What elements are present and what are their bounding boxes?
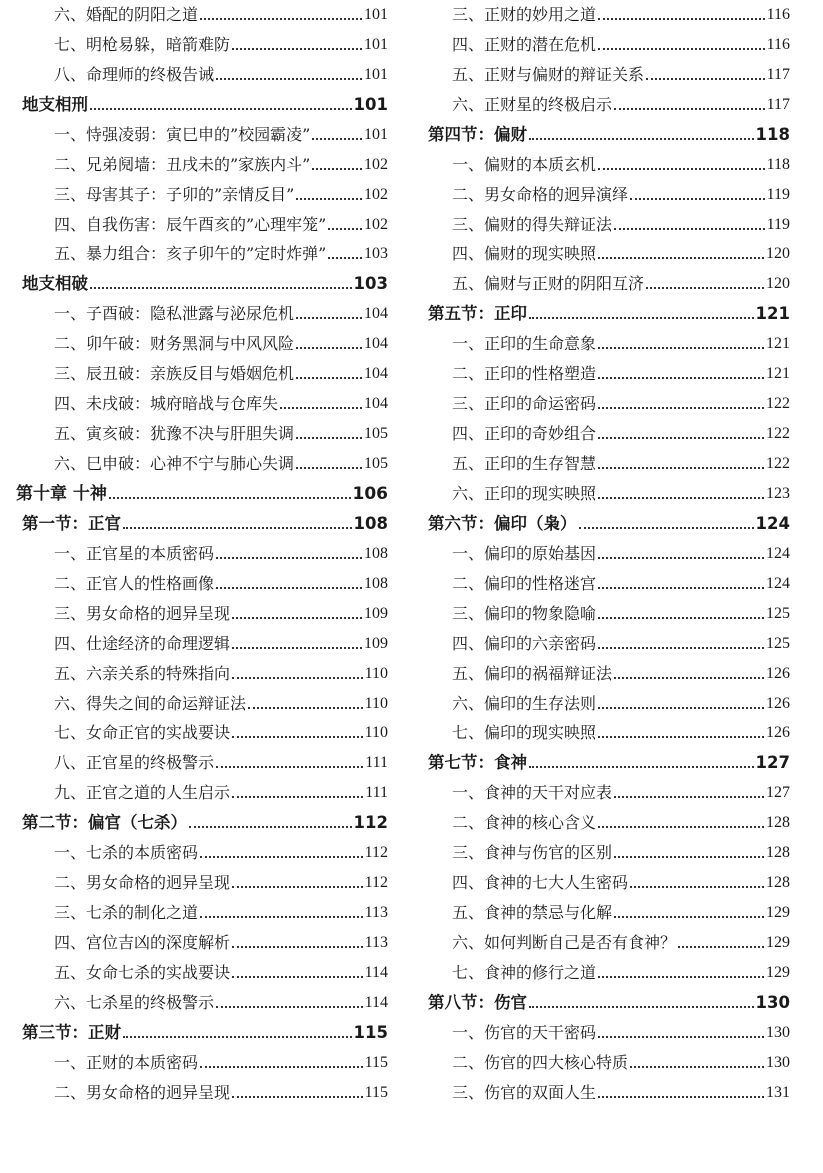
toc-entry-title: 三、辰丑破：亲族反目与婚姻危机 (54, 364, 295, 384)
toc-entry-title: 三、偏印的物象隐喻 (452, 603, 597, 623)
toc-entry-title: 三、伤官的双面人生 (452, 1082, 597, 1102)
toc-item-entry[interactable] (16, 928, 388, 958)
toc-entry-page-number: 113 (364, 934, 388, 951)
toc-item-entry[interactable] (424, 719, 790, 749)
dot-leader (598, 557, 764, 559)
dot-leader (232, 647, 362, 649)
dot-leader (328, 228, 362, 230)
dot-leader (598, 1096, 764, 1098)
toc-item-entry[interactable] (424, 659, 790, 689)
dot-leader (598, 497, 764, 499)
toc-entry-title: 地支相刑 (22, 94, 88, 114)
dot-leader (248, 707, 363, 709)
toc-entry-page-number: 101 (364, 5, 388, 23)
dot-leader (200, 856, 363, 858)
toc-entry-title: 八、命理师的终极告诫 (54, 64, 215, 84)
toc-entry-page-number: 116 (766, 5, 790, 23)
dot-leader (529, 1006, 754, 1008)
toc-entry-title: 六、七杀星的终极警示 (54, 992, 215, 1012)
toc-entry-title: 六、得失之间的命运辩证法 (54, 693, 247, 713)
toc-entry-title: 二、男女命格的迥异呈现 (54, 873, 231, 893)
toc-entry-page-number: 109 (364, 604, 388, 622)
toc-entry-title: 第三节：正财 (22, 1022, 121, 1042)
toc-item-entry[interactable] (16, 719, 388, 749)
dot-leader (598, 587, 764, 589)
toc-entry-title: 二、伤官的四大核心特质 (452, 1052, 629, 1072)
toc-entry-title: 一、子酉破：隐私泄露与泌尿危机 (54, 304, 295, 324)
toc-item-entry[interactable] (424, 419, 790, 449)
toc-entry-page-number: 122 (766, 395, 790, 413)
toc-entry-page-number: 102 (364, 215, 388, 233)
toc-item-entry[interactable] (424, 599, 790, 629)
toc-item-entry[interactable] (16, 359, 388, 389)
toc-item-entry[interactable] (424, 269, 790, 299)
dot-leader (200, 916, 363, 918)
dot-leader (216, 587, 362, 589)
toc-entry-title: 第六节：偏印（枭） (428, 513, 577, 533)
toc-entry-page-number: 113 (364, 904, 388, 922)
toc-item-entry[interactable] (424, 629, 790, 659)
dot-leader (598, 437, 764, 439)
toc-item-entry[interactable] (16, 240, 388, 270)
toc-entry-title: 三、偏财的得失辩证法 (452, 214, 613, 234)
toc-entry-title: 六、偏印的生存法则 (452, 693, 597, 713)
toc-entry-page-number: 112 (364, 844, 388, 862)
dot-leader (296, 437, 362, 439)
dot-leader (646, 287, 764, 289)
toc-entry-title: 一、伤官的天干密码 (452, 1022, 597, 1042)
toc-entry-title: 六、婚配的阴阳之道 (54, 4, 199, 24)
toc-entry-title: 四、宫位吉凶的深度解析 (54, 933, 231, 952)
toc-entry-title: 六、正财星的终极启示 (452, 94, 613, 114)
toc-entry-page-number: 115 (353, 1022, 388, 1042)
dot-leader (232, 677, 363, 679)
toc-entry-title: 地支相破 (22, 274, 88, 294)
toc-entry-title: 一、正印的生命意象 (452, 334, 597, 354)
dot-leader (598, 707, 764, 709)
toc-entry-title: 三、正财的妙用之道 (452, 4, 597, 24)
dot-leader (232, 946, 363, 948)
toc-item-entry[interactable] (16, 778, 388, 808)
dot-leader (614, 108, 765, 110)
dot-leader (630, 886, 764, 888)
toc-entry-page-number: 108 (364, 544, 388, 562)
toc-entry-title: 一、正官星的本质密码 (54, 543, 215, 563)
dot-leader (598, 168, 765, 170)
toc-entry-title: 五、女命七杀的实战要诀 (54, 962, 231, 982)
toc-item-entry[interactable] (16, 838, 388, 868)
toc-item-entry[interactable] (16, 569, 388, 599)
toc-entry-title: 二、食神的核心含义 (452, 813, 597, 833)
toc-entry-page-number: 110 (364, 664, 388, 682)
dot-leader (328, 257, 362, 259)
toc-entry-page-number: 122 (766, 425, 790, 443)
dot-leader (200, 1066, 363, 1068)
toc-entry-page-number: 104 (364, 335, 388, 353)
toc-entry-title: 第一节：正官 (22, 513, 121, 533)
toc-item-entry[interactable] (16, 299, 388, 329)
toc-item-entry[interactable] (16, 1078, 388, 1108)
dot-leader (598, 377, 764, 379)
toc-item-entry[interactable] (424, 30, 790, 60)
dot-leader (280, 407, 362, 409)
toc-item-entry[interactable] (16, 210, 388, 240)
toc-entry-page-number: 103 (353, 274, 388, 294)
toc-item-entry[interactable] (424, 1048, 790, 1078)
dot-leader (598, 617, 764, 619)
dot-leader (296, 467, 362, 469)
toc-item-entry[interactable] (424, 569, 790, 599)
toc-section-entry[interactable] (16, 1018, 388, 1048)
dot-leader (232, 796, 363, 798)
dot-leader (216, 766, 363, 768)
toc-section-entry[interactable] (424, 988, 790, 1018)
toc-entry-title: 三、男女命格的迥异呈现 (54, 603, 231, 623)
dot-leader (529, 138, 754, 140)
toc-section-entry[interactable] (424, 299, 790, 329)
dot-leader (232, 976, 363, 978)
toc-item-entry[interactable] (424, 90, 790, 120)
toc-item-entry[interactable] (424, 838, 790, 868)
toc-item-entry[interactable] (16, 599, 388, 629)
toc-entry-page-number: 124 (766, 574, 790, 592)
toc-entry-title: 三、正印的命运密码 (452, 394, 597, 414)
toc-entry-page-number: 110 (364, 694, 388, 712)
toc-entry-page-number: 121 (766, 365, 790, 383)
toc-entry-title: 第二节：偏官（七杀） (22, 813, 187, 833)
toc-item-entry[interactable] (424, 479, 790, 509)
toc-item-entry[interactable] (16, 449, 388, 479)
toc-entry-page-number: 126 (766, 694, 790, 712)
dot-leader (216, 78, 362, 80)
toc-item-entry[interactable] (16, 150, 388, 180)
toc-right-column (424, 0, 790, 1108)
toc-entry-title: 二、男女命格的迥异呈现 (54, 1082, 231, 1102)
dot-leader (598, 407, 764, 409)
toc-item-entry[interactable] (424, 210, 790, 240)
dot-leader (614, 228, 765, 230)
toc-item-entry[interactable] (16, 629, 388, 659)
dot-leader (296, 198, 362, 200)
toc-entry-page-number: 124 (766, 544, 790, 562)
toc-entry-title: 二、正官人的性格画像 (54, 573, 215, 593)
dot-leader (296, 347, 362, 349)
toc-entry-page-number: 119 (766, 215, 790, 233)
toc-entry-page-number: 128 (766, 844, 790, 862)
dot-leader (200, 18, 362, 20)
toc-entry-page-number: 101 (364, 125, 388, 143)
toc-item-entry[interactable] (16, 659, 388, 689)
toc-item-entry[interactable] (424, 359, 790, 389)
toc-entry-page-number: 102 (364, 185, 388, 203)
toc-entry-title: 五、偏财与正财的阴阳互济 (452, 274, 645, 294)
toc-entry-title: 六、如何判断自己是否有食神？ (452, 933, 677, 952)
toc-item-entry[interactable] (424, 180, 790, 210)
toc-entry-title: 第七节：食神 (428, 753, 527, 773)
toc-entry-title: 一、正财的本质密码 (54, 1052, 199, 1072)
toc-entry-title: 四、偏印的六亲密码 (452, 633, 597, 653)
toc-entry-page-number: 118 (755, 124, 790, 144)
toc-entry-page-number: 123 (766, 484, 790, 502)
toc-entry-page-number: 125 (766, 634, 790, 652)
toc-item-entry[interactable] (16, 868, 388, 898)
toc-item-entry[interactable] (16, 329, 388, 359)
toc-entry-page-number: 111 (365, 754, 388, 772)
toc-entry-page-number: 121 (755, 304, 790, 324)
dot-leader (598, 1036, 764, 1038)
toc-entry-title: 三、母害其子：子卯的”亲情反目” (54, 184, 295, 204)
toc-entry-title: 四、食神的七大人生密码 (452, 873, 629, 893)
dot-leader (598, 976, 764, 978)
toc-item-entry[interactable] (424, 0, 790, 30)
toc-item-entry[interactable] (424, 389, 790, 419)
toc-entry-page-number: 122 (766, 455, 790, 472)
toc-item-entry[interactable] (424, 898, 790, 928)
toc-entry-title: 八、正官星的终极警示 (54, 753, 215, 773)
toc-entry-page-number: 101 (364, 65, 388, 83)
toc-entry-page-number: 117 (766, 65, 790, 83)
toc-entry-page-number: 105 (364, 455, 388, 472)
dot-leader (614, 916, 764, 918)
toc-entry-title: 一、偏印的原始基因 (452, 543, 597, 563)
toc-item-entry[interactable] (424, 689, 790, 719)
toc-item-entry[interactable] (424, 449, 790, 479)
toc-entry-title: 五、寅亥破：犹豫不决与肝胆失调 (54, 424, 295, 444)
toc-entry-title: 四、自我伤害：辰午酉亥的”心理牢笼” (54, 214, 327, 234)
toc-entry-title: 五、偏印的祸福辩证法 (452, 663, 613, 683)
dot-leader (529, 766, 754, 768)
toc-entry-title: 七、女命正官的实战要诀 (54, 723, 231, 743)
dot-leader (614, 677, 764, 679)
toc-item-entry[interactable] (424, 868, 790, 898)
toc-entry-page-number: 102 (364, 155, 388, 173)
toc-entry-title: 第五节：正印 (428, 304, 527, 324)
toc-entry-page-number: 130 (766, 1023, 790, 1041)
toc-section-entry[interactable] (424, 120, 790, 150)
toc-entry-page-number: 128 (766, 814, 790, 832)
dot-leader (123, 527, 352, 529)
dot-leader (598, 347, 764, 349)
dot-leader (296, 377, 362, 379)
toc-entry-page-number: 124 (755, 513, 790, 533)
toc-item-entry[interactable] (424, 928, 790, 958)
toc-entry-page-number: 130 (755, 992, 790, 1012)
dot-leader (598, 826, 764, 828)
dot-leader (579, 527, 754, 529)
toc-item-entry[interactable] (16, 60, 388, 90)
dot-leader (216, 557, 362, 559)
toc-section-entry[interactable] (16, 90, 388, 120)
toc-entry-title: 四、正财的潜在危机 (452, 34, 597, 54)
dot-leader (312, 138, 362, 140)
toc-entry-title: 九、正官之道的人生启示 (54, 783, 231, 803)
toc-entry-page-number: 115 (364, 1053, 388, 1071)
toc-entry-page-number: 103 (364, 245, 388, 263)
toc-item-entry[interactable] (16, 1048, 388, 1078)
toc-entry-page-number: 118 (766, 155, 790, 173)
toc-entry-title: 三、食神与伤官的区别 (452, 843, 613, 863)
toc-entry-title: 二、男女命格的迥异演绎 (452, 184, 629, 204)
toc-entry-title: 四、偏财的现实映照 (452, 244, 597, 264)
toc-entry-page-number: 128 (766, 874, 790, 892)
dot-leader (232, 1096, 363, 1098)
toc-item-entry[interactable] (424, 150, 790, 180)
toc-entry-page-number: 104 (364, 305, 388, 323)
dot-leader (614, 796, 764, 798)
toc-entry-page-number: 108 (364, 574, 388, 592)
toc-entry-page-number: 121 (766, 335, 790, 353)
dot-leader (598, 467, 764, 469)
toc-entry-page-number: 112 (353, 813, 388, 833)
toc-item-entry[interactable] (16, 180, 388, 210)
toc-item-entry[interactable] (16, 30, 388, 60)
dot-leader (296, 317, 362, 319)
toc-entry-page-number: 129 (766, 963, 790, 981)
toc-item-entry[interactable] (424, 808, 790, 838)
toc-entry-title: 三、七杀的制化之道 (54, 903, 199, 923)
toc-entry-title: 七、偏印的现实映照 (452, 723, 597, 743)
toc-section-entry[interactable] (16, 509, 388, 539)
toc-entry-page-number: 126 (766, 724, 790, 742)
dot-leader (529, 317, 754, 319)
toc-item-entry[interactable] (16, 0, 388, 30)
toc-entry-page-number: 127 (755, 753, 790, 773)
toc-entry-title: 二、正印的性格塑造 (452, 364, 597, 384)
dot-leader (312, 168, 362, 170)
toc-entry-page-number: 117 (766, 95, 790, 113)
toc-item-entry[interactable] (424, 329, 790, 359)
toc-entry-title: 四、正印的奇妙组合 (452, 424, 597, 444)
toc-entry-title: 二、卯午破：财务黑洞与中风风险 (54, 334, 295, 354)
toc-item-entry[interactable] (16, 748, 388, 778)
toc-entry-title: 五、暴力组合：亥子卯午的”定时炸弹” (54, 244, 327, 264)
toc-item-entry[interactable] (16, 958, 388, 988)
toc-entry-page-number: 106 (352, 483, 388, 504)
toc-entry-title: 第十章 十神 (16, 483, 107, 504)
dot-leader (232, 48, 362, 50)
toc-entry-title: 一、偏财的本质玄机 (452, 154, 597, 174)
toc-entry-page-number: 110 (364, 724, 388, 742)
dot-leader (678, 946, 764, 948)
toc-entry-page-number: 127 (766, 784, 790, 802)
toc-entry-page-number: 114 (364, 963, 388, 981)
toc-entry-page-number: 101 (364, 35, 388, 53)
toc-item-entry[interactable] (16, 539, 388, 569)
toc-item-entry[interactable] (16, 120, 388, 150)
toc-entry-page-number: 120 (766, 245, 790, 263)
dot-leader (598, 257, 764, 259)
toc-item-entry[interactable] (424, 958, 790, 988)
toc-entry-page-number: 119 (766, 185, 790, 203)
toc-entry-title: 四、未戌破：城府暗战与仓库失 (54, 394, 279, 414)
toc-entry-title: 五、正印的生存智慧 (452, 454, 597, 473)
dot-leader (598, 18, 765, 20)
toc-item-entry[interactable] (424, 240, 790, 270)
toc-item-entry[interactable] (16, 988, 388, 1018)
dot-leader (232, 886, 363, 888)
toc-entry-title: 六、正印的现实映照 (452, 483, 597, 503)
dot-leader (123, 1036, 352, 1038)
toc-entry-title: 第八节：伤官 (428, 992, 527, 1012)
toc-section-entry[interactable] (424, 509, 790, 539)
toc-item-entry[interactable] (16, 898, 388, 928)
dot-leader (109, 497, 351, 499)
dot-leader (598, 736, 764, 738)
toc-item-entry[interactable] (424, 539, 790, 569)
toc-entry-page-number: 114 (364, 993, 388, 1011)
toc-section-entry[interactable] (16, 269, 388, 299)
toc-item-entry[interactable] (424, 778, 790, 808)
toc-entry-page-number: 129 (766, 904, 790, 922)
toc-entry-page-number: 131 (766, 1083, 790, 1101)
dot-leader (90, 108, 352, 110)
toc-section-entry[interactable] (16, 808, 388, 838)
toc-entry-title: 二、兄弟阋墙：丑戌未的”家族内斗” (54, 154, 311, 174)
toc-entry-title: 四、仕途经济的命理逻辑 (54, 633, 231, 653)
toc-entry-page-number: 120 (766, 275, 790, 293)
toc-entry-title: 七、食神的修行之道 (452, 962, 597, 982)
toc-entry-page-number: 108 (353, 513, 388, 533)
toc-entry-title: 六、巳申破：心神不宁与肺心失调 (54, 454, 295, 473)
toc-item-entry[interactable] (424, 1078, 790, 1108)
dot-leader (598, 647, 764, 649)
toc-section-entry[interactable] (424, 748, 790, 778)
toc-entry-page-number: 126 (766, 664, 790, 682)
toc-entry-title: 一、七杀的本质密码 (54, 843, 199, 863)
toc-item-entry[interactable] (16, 419, 388, 449)
toc-entry-title: 五、食神的禁忌与化解 (452, 903, 613, 923)
toc-entry-title: 五、正财与偏财的辩证关系 (452, 64, 645, 84)
toc-item-entry[interactable] (16, 689, 388, 719)
dot-leader (189, 826, 352, 828)
toc-entry-page-number: 104 (364, 395, 388, 413)
toc-entry-page-number: 116 (766, 35, 790, 53)
toc-entry-page-number: 129 (766, 934, 790, 951)
dot-leader (90, 287, 352, 289)
dot-leader (630, 198, 765, 200)
dot-leader (216, 1006, 363, 1008)
toc-entry-title: 第四节：偏财 (428, 124, 527, 144)
toc-entry-page-number: 105 (364, 425, 388, 443)
toc-item-entry[interactable] (16, 389, 388, 419)
dot-leader (232, 617, 362, 619)
toc-item-entry[interactable] (424, 60, 790, 90)
dot-leader (614, 856, 764, 858)
toc-entry-page-number: 111 (365, 784, 388, 802)
toc-entry-page-number: 125 (766, 604, 790, 622)
dot-leader (598, 48, 765, 50)
toc-entry-title: 七、明枪易躲，暗箭难防 (54, 34, 231, 54)
toc-entry-page-number: 130 (766, 1053, 790, 1071)
toc-entry-title: 一、食神的天干对应表 (452, 783, 613, 803)
toc-entry-page-number: 104 (364, 365, 388, 383)
toc-item-entry[interactable] (424, 1018, 790, 1048)
toc-chapter-entry[interactable] (16, 479, 388, 509)
toc-entry-page-number: 112 (364, 874, 388, 892)
dot-leader (646, 78, 765, 80)
toc-entry-title: 一、恃强凌弱：寅巳申的”校园霸凌” (54, 124, 311, 144)
toc-entry-page-number: 109 (364, 634, 388, 652)
toc-entry-title: 二、偏印的性格迷宫 (452, 573, 597, 593)
toc-left-column (16, 0, 388, 1108)
toc-entry-page-number: 101 (353, 94, 388, 114)
toc-entry-title: 五、六亲关系的特殊指向 (54, 663, 231, 683)
dot-leader (232, 736, 363, 738)
dot-leader (630, 1066, 764, 1068)
toc-entry-page-number: 115 (364, 1083, 388, 1101)
